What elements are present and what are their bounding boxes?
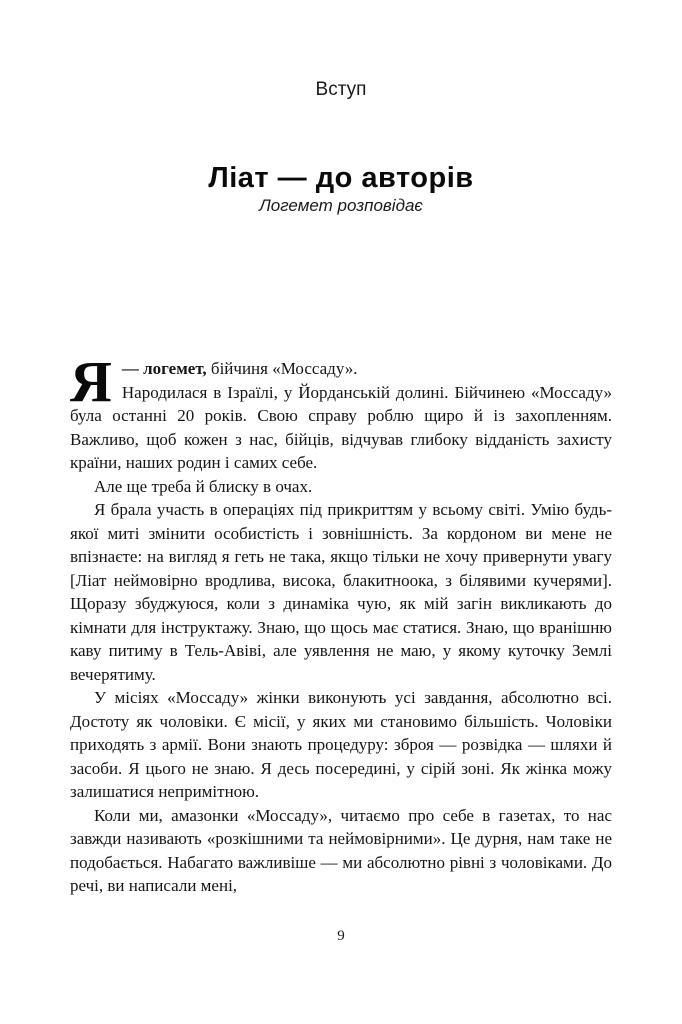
paragraph: Коли ми, амазонки «Моссаду», читаємо про себе в газетах, то нас завжди називають «розкішними та неймовірними». Це дурня, нам таке не подобається. Набагато важливіше — ми абсолютно рівні з чоловіками. До речі, ви написали мені, xyxy=(70,805,612,895)
drop-cap: Я xyxy=(70,349,112,414)
section-kicker: Вступ xyxy=(315,79,367,100)
paragraph-text: Народилася в Ізраїлі, у Йорданській долині. Бійчинею «Моссаду» була останні 20 років. Свою справу роблю щиро й із захопленням. Важливо, щоб кожен з нас, бійців, відчував глибоку відданість захисту країни, наших родин і самих себе. xyxy=(70,382,612,472)
chapter-subtitle: Логемет розповідає xyxy=(259,196,423,215)
page-number: 9 xyxy=(337,928,345,944)
chapter-title: Ліат — до авторів xyxy=(208,162,474,195)
paragraph: У місіях «Моссаду» жінки виконують усі завдання, абсолютно всі. Достоту як чоловіки. Є місії, у яких ми становимо більшість. Чоловіки приходять з армії. Вони знають процедуру: зброя — розвідка — шляхи й засоби. Я цього не знаю. Я десь посередині, у сірій зоні. Як жінка можу залишатися непримітною. xyxy=(70,688,612,801)
lead-bold-text: — логемет, xyxy=(121,359,207,378)
paragraph: Я брала участь в операціях під прикриттям у всьому світі. Умію будь-якої миті змінити особистість і зовнішність. За кордоном ви мене не впізнаєте: на вигляд я геть не така, якщо тільки не хочу привернути увагу [Ліат неймовірно вродлива, висока, блакитноока, з білявими кучерями]. Щоразу збуджуюся, коли з динаміка чую, як мій загін викликають до кімнати для інструктажу. Знаю, що щось має статися. Знаю, що вранішню каву питиму в Тель-Авіві, але уявлення не маю, у якому куточку Землі вечерятиму. xyxy=(70,500,612,684)
body-text xyxy=(70,349,612,898)
paragraph: Але ще треба й блиску в очах. xyxy=(94,476,313,496)
lead-rest-text: бійчиня «Моссаду». xyxy=(206,359,358,378)
opening-paragraph xyxy=(70,349,612,475)
